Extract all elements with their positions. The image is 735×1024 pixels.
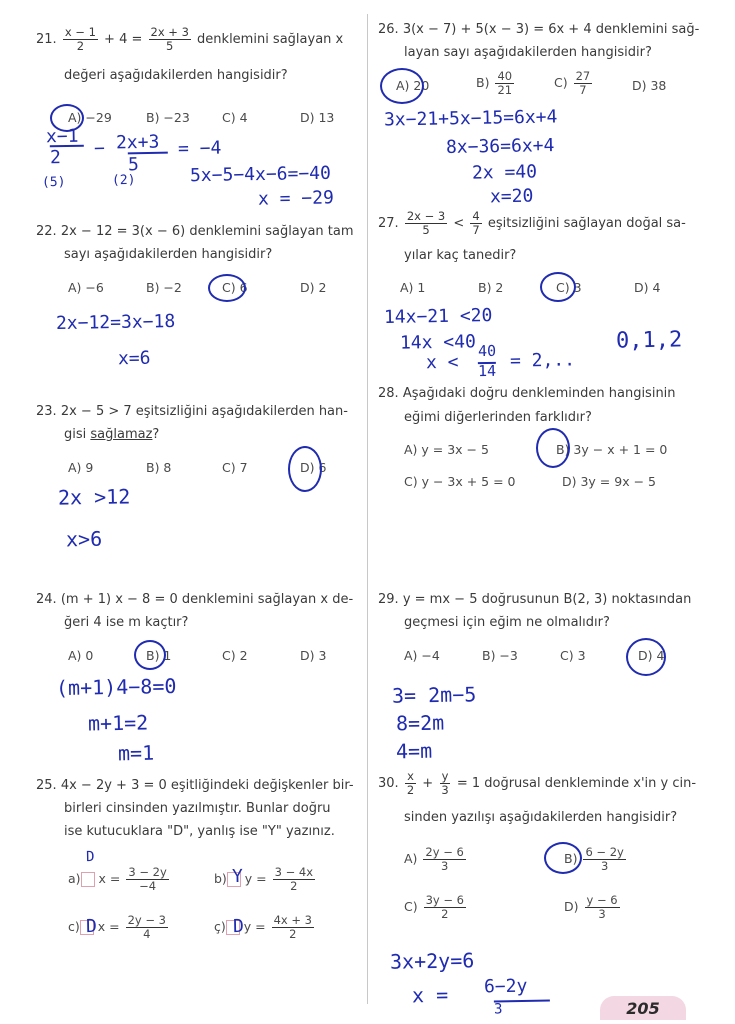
q25-mark-cc: D bbox=[232, 915, 245, 938]
q29-option-d: D) 4 bbox=[638, 648, 665, 663]
q23-text-line2: gisi sağlamaz? bbox=[64, 427, 160, 442]
q26-answer-circle bbox=[380, 68, 424, 104]
question-24: 24. (m + 1) x − 8 = 0 denklemini sağlayan x de- bbox=[36, 592, 354, 607]
q24-work-2: m+1=2 bbox=[87, 710, 149, 736]
q21-work-3: − bbox=[93, 137, 106, 160]
column-divider bbox=[367, 14, 368, 1004]
q30-work-4: 3 bbox=[494, 1000, 550, 1017]
q24-work-1: (m+1)4−8=0 bbox=[55, 673, 177, 701]
q25-item-b: b) y = $\frac{3 - 4x}{2}$ bbox=[214, 865, 314, 893]
q22-answer-circle bbox=[208, 274, 246, 302]
q27-text-line2: yılar kaç tanedir? bbox=[404, 248, 517, 263]
q27-answer-circle bbox=[540, 272, 576, 302]
q26-work-3: 2x =40 bbox=[471, 161, 538, 184]
q21-work-2: 2 bbox=[50, 145, 84, 170]
q25-item-cc: ç) y = $\frac{4x + 3}{2}$ bbox=[214, 913, 312, 941]
q30-option-a: A) $\frac{2y - 6}{3}$ bbox=[404, 845, 464, 873]
q27-work-2: 14x <40 bbox=[399, 331, 477, 354]
q29-work-3: 4=m bbox=[395, 738, 433, 764]
q21-fraction-1: $\frac{x - 1}{2}$ bbox=[64, 25, 96, 53]
q25-item-a: a) x = $\frac{3 - 2y}{-4}$ bbox=[68, 865, 167, 893]
q23-option-b: B) 8 bbox=[146, 460, 172, 475]
q22-option-b: B) −2 bbox=[146, 280, 182, 295]
q27-work-7: 0,1,2 bbox=[615, 327, 683, 354]
q22-text-line2: sayı aşağıdakilerden hangisidir? bbox=[64, 247, 273, 262]
q27-work-4: 40 bbox=[477, 341, 497, 361]
q23-option-c: C) 7 bbox=[222, 460, 248, 475]
q21-work-5: 5 bbox=[128, 152, 168, 177]
q21-fraction-2: $\frac{2x + 3}{5}$ bbox=[150, 25, 189, 53]
q27-work-6: = 2,.. bbox=[509, 349, 576, 372]
q22-work-1: 2x−12=3x−18 bbox=[55, 310, 176, 335]
q27-option-b: B) 2 bbox=[478, 280, 504, 295]
q30-answer-circle bbox=[544, 842, 582, 874]
question-22: 22. 2x − 12 = 3(x − 6) denklemini sağlayan tam bbox=[36, 224, 354, 239]
q29-work-1: 3= 2m−5 bbox=[391, 682, 477, 708]
q26-work-4: x=20 bbox=[489, 185, 534, 208]
page-number: 205 bbox=[626, 998, 660, 1018]
q30-text-line2: sinden yazılışı aşağıdakilerden hangisidir? bbox=[404, 810, 678, 825]
q26-option-d: D) 38 bbox=[632, 78, 667, 93]
q21-option-c: C) 4 bbox=[222, 110, 248, 125]
q25-item-c: c) x = $\frac{2y - 3}{4}$ bbox=[68, 913, 166, 941]
q24-option-b: B) 1 bbox=[146, 648, 172, 663]
q22-work-2: x=6 bbox=[117, 347, 151, 370]
q27-work-5: 14 bbox=[477, 361, 497, 381]
q29-answer-circle bbox=[626, 638, 666, 676]
q26-text-line2: layan sayı aşağıdakilerden hangisidir? bbox=[404, 45, 652, 60]
q23-option-d: D) 6 bbox=[300, 460, 327, 475]
q21-work-9: 5x−5−4x−6=−40 bbox=[189, 162, 332, 187]
q24-option-a: A) 0 bbox=[68, 648, 94, 663]
question-28: 28. Aşağıdaki doğru denkleminden hangisinin bbox=[378, 386, 676, 401]
q27-work-1: 14x−21 <20 bbox=[383, 305, 493, 328]
q28-option-a: A) y = 3x − 5 bbox=[404, 442, 489, 457]
q24-answer-circle bbox=[134, 640, 166, 670]
q23-option-a: A) 9 bbox=[68, 460, 94, 475]
q30-option-d: D) $\frac{y - 6}{3}$ bbox=[564, 893, 618, 921]
q22-option-d: D) 2 bbox=[300, 280, 327, 295]
q21-option-a: A) −29 bbox=[68, 110, 112, 125]
question-26: 26. 3(x − 7) + 5(x − 3) = 6x + 4 denklemini sağ- bbox=[378, 22, 700, 37]
q21-text-line2: değeri aşağıdakilerden hangisidir? bbox=[64, 68, 288, 83]
q24-work-3: m=1 bbox=[117, 740, 155, 766]
q26-option-c: C) $\frac{27}{7}$ bbox=[554, 69, 591, 97]
q27-work-3: x < bbox=[425, 351, 459, 374]
q28-answer-circle bbox=[536, 428, 570, 468]
q28-option-c: C) y − 3x + 5 = 0 bbox=[404, 474, 516, 489]
q30-option-c: C) $\frac{3y - 6}{2}$ bbox=[404, 893, 464, 921]
q21-work-7: (5) bbox=[41, 174, 66, 191]
q21-number: 21. bbox=[36, 32, 57, 47]
q28-text-line2: eğimi diğerlerinden farklıdır? bbox=[404, 410, 592, 425]
q29-option-c: C) 3 bbox=[560, 648, 586, 663]
question-27: 27. $\frac{2x - 3}{5}$ < $\frac{4}{7}$ eşitsizliğini sağlayan doğal sa- bbox=[378, 209, 686, 237]
q21-work-10: x = −29 bbox=[257, 187, 335, 210]
q24-option-c: C) 2 bbox=[222, 648, 248, 663]
q25-answer-box-a[interactable] bbox=[81, 872, 95, 887]
q23-work-2: x>6 bbox=[65, 526, 103, 552]
q25-text-line2: birleri cinsinden yazılmıştır. Bunlar doğru bbox=[64, 801, 331, 816]
q29-option-a: A) −4 bbox=[404, 648, 440, 663]
question-30: 30. $\frac{x}{2}$ + $\frac{y}{3}$ = 1 doğrusal denkleminde x'in y cin- bbox=[378, 769, 697, 797]
q21-work-1: x−1 bbox=[45, 125, 79, 148]
q25-mark-a: D bbox=[85, 848, 95, 866]
q30-work-3: 6−2y bbox=[483, 975, 528, 998]
q27-option-d: D) 4 bbox=[634, 280, 661, 295]
question-29: 29. y = mx − 5 doğrusunun B(2, 3) noktasından bbox=[378, 592, 692, 607]
q25-mark-b: Y bbox=[231, 865, 244, 888]
q26-option-b: B) $\frac{40}{21}$ bbox=[476, 69, 513, 97]
q26-work-1: 3x−21+5x−15=6x+4 bbox=[383, 106, 558, 131]
q29-text-line2: geçmesi için eğim ne olmalıdır? bbox=[404, 615, 610, 630]
q25-text-line3: ise kutucuklara "D", yanlış ise "Y" yazınız. bbox=[64, 824, 335, 839]
q29-work-2: 8=2m bbox=[395, 710, 445, 736]
question-23: 23. 2x − 5 > 7 eşitsizliğini aşağıdakilerden han- bbox=[36, 404, 348, 419]
q21-option-d: D) 13 bbox=[300, 110, 335, 125]
q23-work-1: 2x >12 bbox=[57, 484, 131, 510]
q23-answer-circle bbox=[288, 446, 322, 492]
question-21: 21. $\frac{x - 1}{2}$ + 4 = $\frac{2x + 3}{5}$ denklemini sağlayan x bbox=[36, 25, 344, 53]
q24-text-line2: ğeri 4 ise m kaçtır? bbox=[64, 615, 189, 630]
q24-option-d: D) 3 bbox=[300, 648, 327, 663]
q28-option-d: D) 3y = 9x − 5 bbox=[562, 474, 656, 489]
question-25: 25. 4x − 2y + 3 = 0 eşitliğindeki değişkenler bir- bbox=[36, 778, 354, 793]
q25-mark-c: D bbox=[85, 915, 98, 938]
q21-work-8: (2) bbox=[111, 172, 136, 189]
q30-work-2: x = bbox=[411, 982, 449, 1008]
q30-work-1: 3x+2y=6 bbox=[389, 948, 475, 974]
q21-work-4: 2x+3 bbox=[115, 131, 160, 154]
q29-option-b: B) −3 bbox=[482, 648, 518, 663]
q22-option-c: C) 6 bbox=[222, 280, 248, 295]
q27-option-a: A) 1 bbox=[400, 280, 426, 295]
q28-option-b: B) 3y − x + 1 = 0 bbox=[556, 442, 668, 457]
q27-option-c: C) 3 bbox=[556, 280, 582, 295]
q30-option-b: B) $\frac{6 - 2y}{3}$ bbox=[564, 845, 624, 873]
q26-option-a: A) 20 bbox=[396, 78, 430, 93]
q26-work-2: 8x−36=6x+4 bbox=[445, 135, 555, 158]
q21-option-b: B) −23 bbox=[146, 110, 190, 125]
q21-work-6: = −4 bbox=[177, 137, 222, 160]
q22-option-a: A) −6 bbox=[68, 280, 104, 295]
page-number-badge bbox=[600, 996, 686, 1020]
